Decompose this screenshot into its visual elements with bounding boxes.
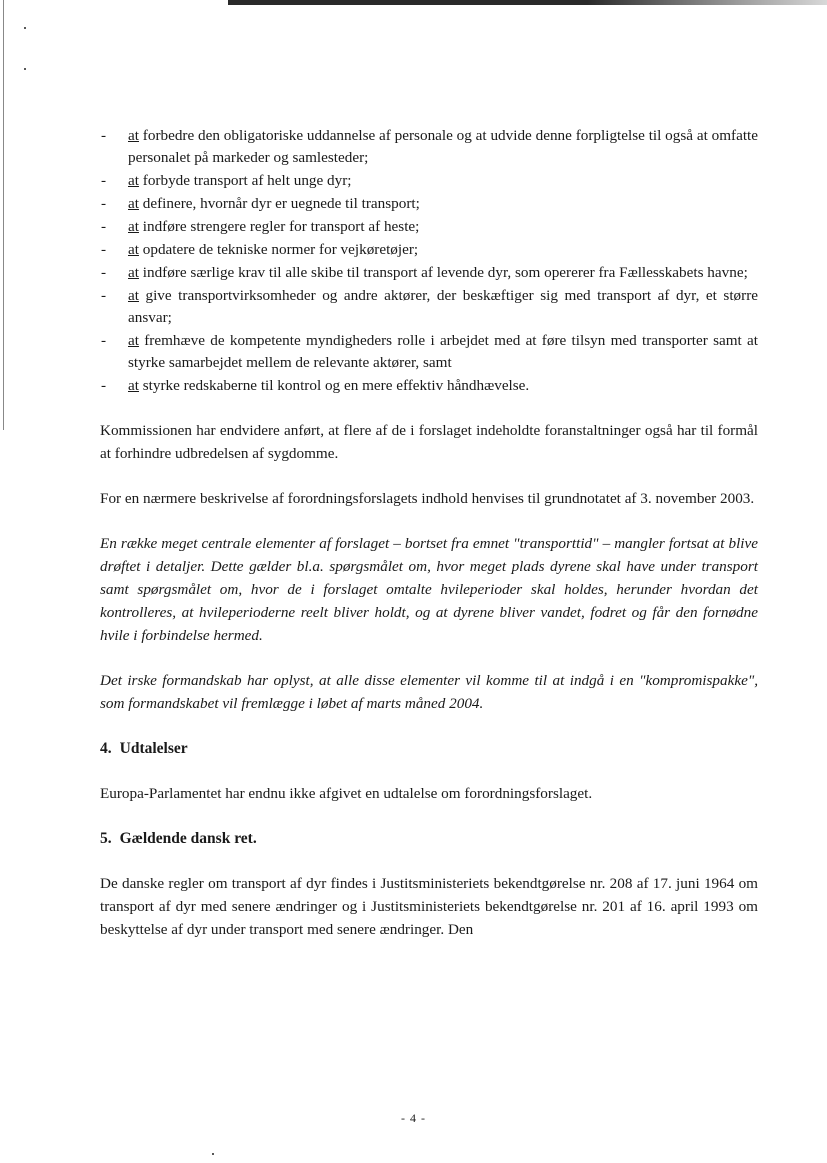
list-item: - at indføre strengere regler for transport af heste;: [100, 216, 758, 238]
scan-speck: [24, 68, 26, 70]
scan-left-edge: [3, 0, 4, 430]
paragraph-presidency: Det irske formandskab har oplyst, at alle disse elementer vil komme til at indgå i en "kompromispakke", som formandskabet vil fremlægge i løbet af marts måned 2004.: [100, 672, 758, 712]
list-dash: -: [101, 332, 107, 349]
list-item: - at forbyde transport af helt unge dyr;: [100, 170, 758, 192]
paragraph-elements: En række meget centrale elementer af forslaget – bortset fra emnet "transporttid" – mangler fortsat at blive drøftet i detaljer. Dette gælder bl.a. spørgsmålet om, hvor meget plads dyrene skal have under transport samt spørgsmålet om, hvor de i forslaget omtalte hvileperioder skal holdes, herunder hvordan det kontrolleres, at hvileperioderne reelt bliver holdt, og at dyrene bliver vandet, fodret og får den fornødne hvile i forbindelse hermed.: [100, 535, 758, 644]
list-item: - at fremhæve de kompetente myndigheders rolle i arbejdet med at føre tilsyn med transporter samt at styrke samarbejdet mellem de relevante aktører, samt: [101, 332, 758, 371]
section-heading-5: 5. Gældende dansk ret.: [100, 830, 257, 847]
paragraph-danish-law: De danske regler om transport af dyr findes i Justitsministeriets bekendtgørelse nr. 208 af 17. juni 1964 om transport af dyr med senere ændringer og i Justitsministeriets bekendtgørelse nr. 201 af 16. april 1993 om beskyttelse af dyr under transport med senere ændringer. Den: [100, 875, 758, 938]
list-dash: -: [101, 218, 107, 235]
paragraph-commission: Kommissionen har endvidere anført, at flere af de i forslaget indeholdte foranstaltninger også har til formål at forhindre udbredelsen af sygdomme.: [100, 422, 758, 462]
list-dash: -: [101, 127, 107, 144]
list-dash: -: [101, 377, 107, 394]
scan-top-border: [228, 0, 827, 5]
list-item: - at styrke redskaberne til kontrol og en mere effektiv håndhævelse.: [100, 375, 758, 397]
measures-list: [100, 125, 758, 397]
document-body: [100, 125, 758, 941]
list-dash: -: [101, 195, 107, 212]
section-heading-4: 4. Udtalelser: [100, 740, 188, 757]
paragraph-parliament: Europa-Parlamentet har endnu ikke afgivet en udtalelse om forordningsforslaget.: [100, 785, 593, 802]
list-item: - at definere, hvornår dyr er uegnede til transport;: [100, 193, 758, 215]
page-number: - 4 -: [401, 1111, 426, 1125]
list-item: - at give transportvirksomheder og andre aktører, der beskæftiger sig med transport af dyr, et større ansvar;: [101, 287, 758, 326]
list-item: - at indføre særlige krav til alle skibe til transport af levende dyr, som opererer fra Fællesskabets havne;: [100, 262, 758, 284]
paragraph-reference: For en nærmere beskrivelse af forordningsforslagets indhold henvises til grundnotatet af 3. november 2003.: [100, 490, 755, 507]
scan-speck: [212, 1153, 214, 1155]
list-dash: -: [101, 172, 107, 189]
list-dash: -: [101, 287, 107, 304]
list-dash: -: [101, 264, 107, 281]
list-item: - at forbedre den obligatoriske uddannelse af personale og at udvide denne forpligtelse til også at omfatte personalet på markeder og samlesteder;: [101, 127, 758, 166]
list-dash: -: [101, 241, 107, 258]
scan-speck: [24, 27, 26, 29]
list-item: - at opdatere de tekniske normer for vejkøretøjer;: [100, 239, 758, 261]
